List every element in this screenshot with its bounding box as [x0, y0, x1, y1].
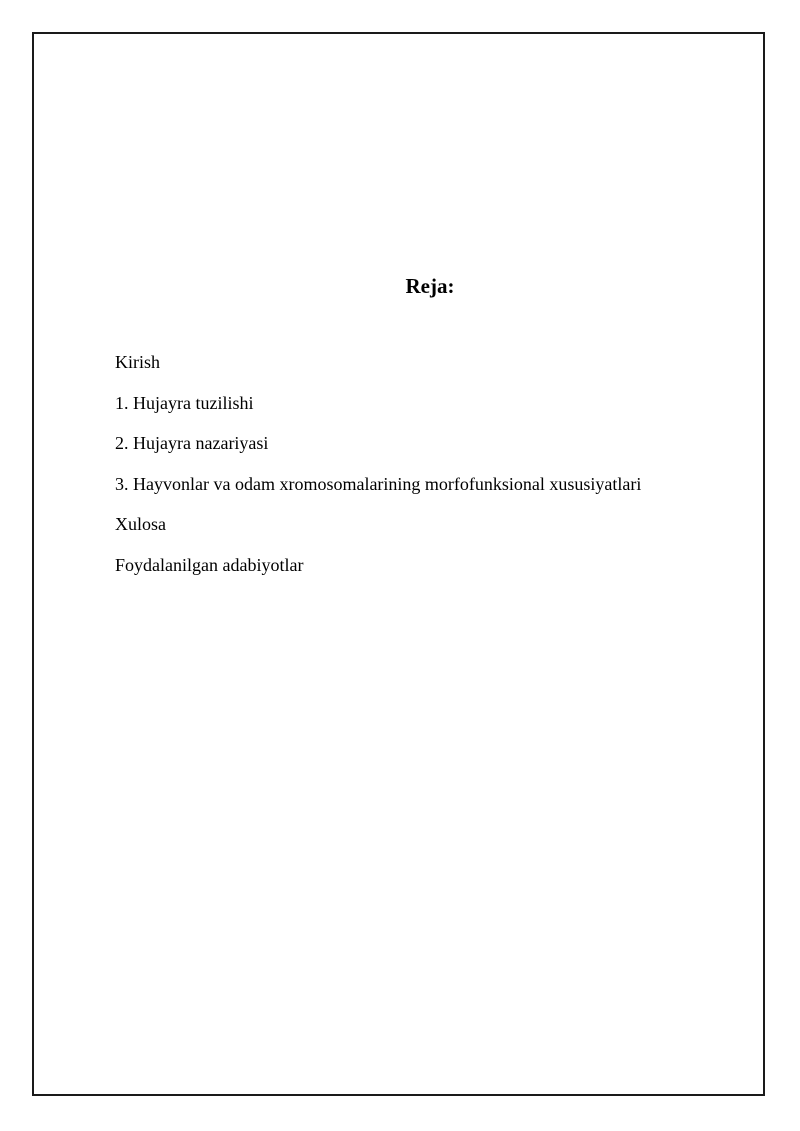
plan-item-introduction: Kirish: [115, 352, 160, 372]
plan-item-1: 1. Hujayra tuzilishi: [115, 392, 254, 413]
plan-item-3: 3. Hayvonlar va odam xromosomalarining morfofunksional xususiyatlari: [115, 473, 642, 494]
page-title: Reja:: [405, 274, 455, 298]
plan-list: [115, 350, 641, 593]
plan-item-references: Foydalanilgan adabiyotlar: [115, 554, 304, 575]
plan-item-conclusion: Xulosa: [115, 514, 166, 534]
plan-item-2: 2. Hujayra nazariyasi: [115, 433, 269, 453]
